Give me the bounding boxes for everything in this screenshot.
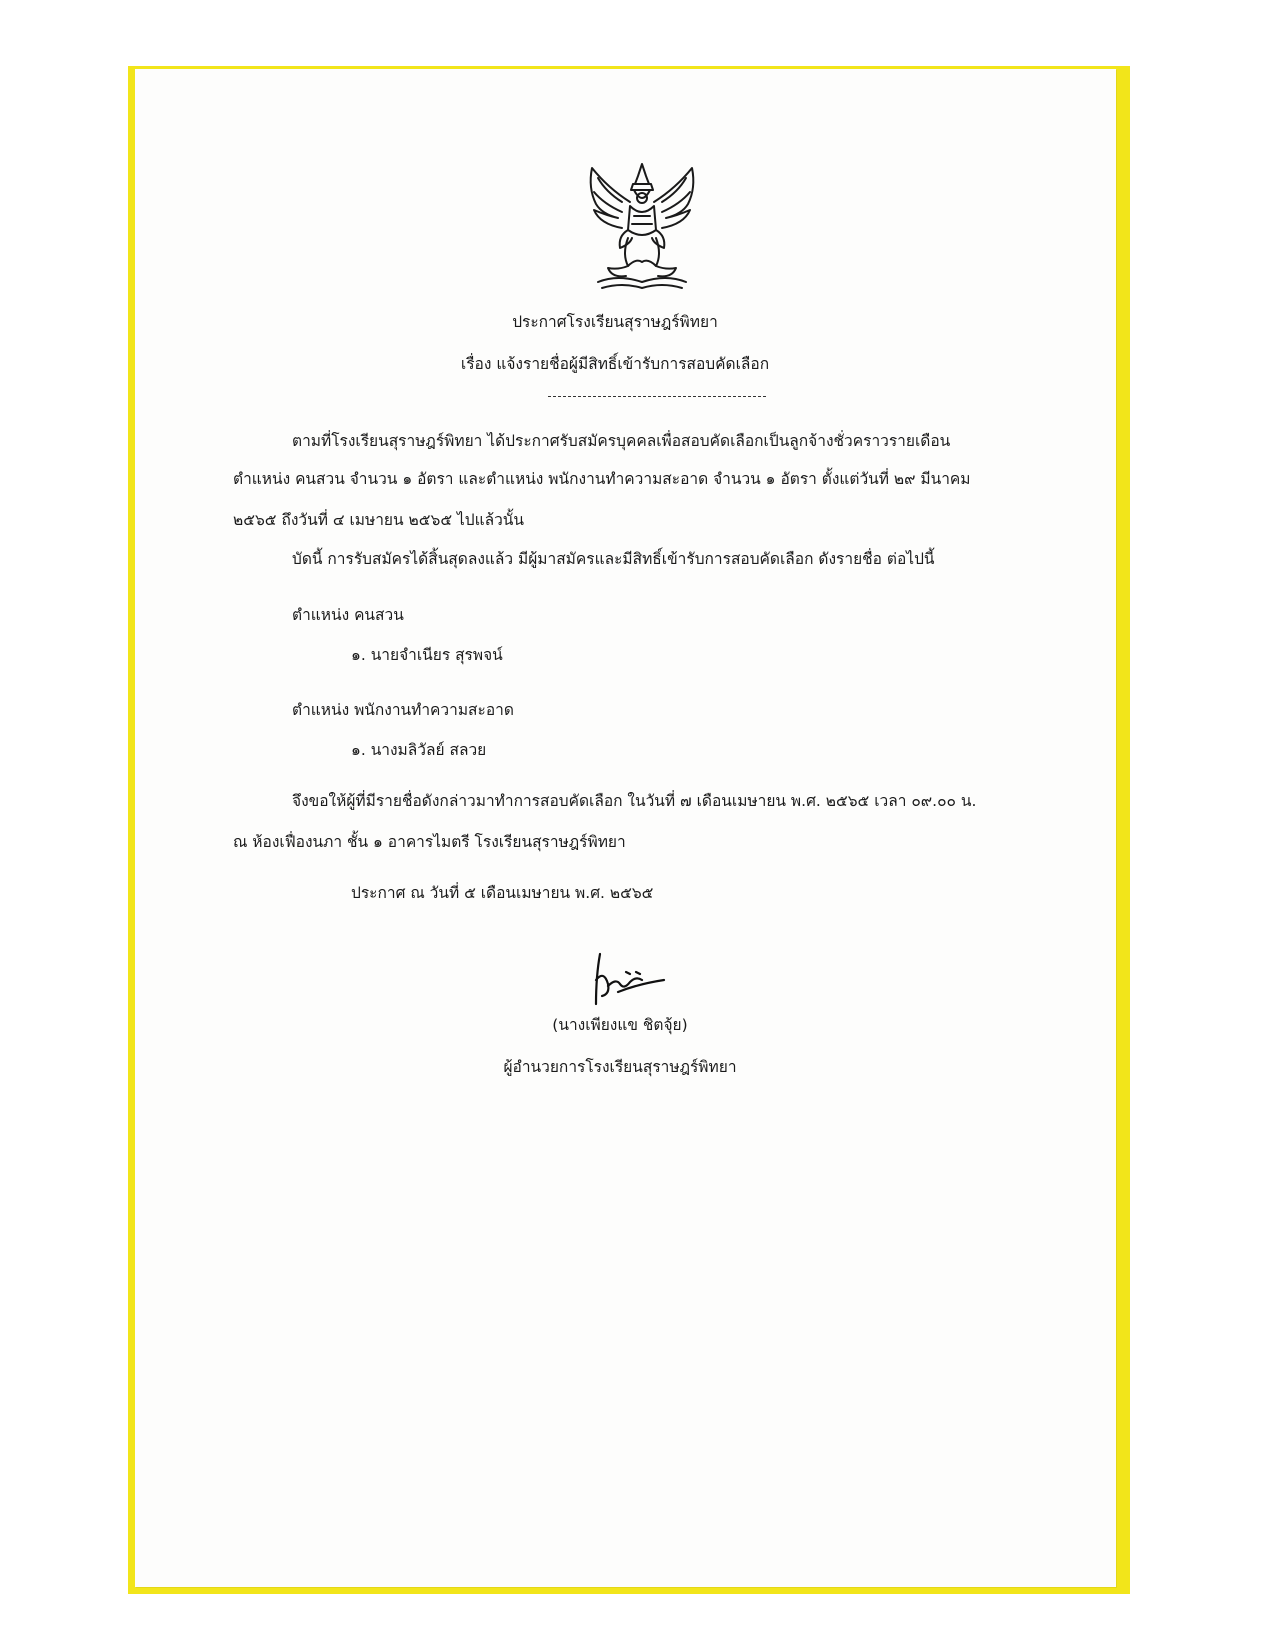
announcement-subject: เรื่อง แจ้งรายชื่อผู้มีสิทธิ์เข้ารับการสอบคัดเลือก [460, 355, 770, 373]
document-sheet [135, 69, 1116, 1587]
paragraph-2: บัดนี้ การรับสมัครได้สิ้นสุดลงแล้ว มีผู้มาสมัครและมีสิทธิ์เข้ารับการสอบคัดเลือก ดังรายชื่อ ต่อไปนี้ [292, 550, 935, 568]
paragraph-1-line-2: ตำแหน่ง คนสวน จำนวน ๑ อัตรา และตำแหน่ง พนักงานทำความสะอาด จำนวน ๑ อัตรา ตั้งแต่วันที่ ๒๙ มีนาคม [233, 470, 971, 488]
paragraph-1-line-1: ตามที่โรงเรียนสุราษฎร์พิทยา ได้ประกาศรับสมัครบุคคลเพื่อสอบคัดเลือกเป็นลูกจ้างชั่วคราวรายเดือน [292, 432, 951, 450]
signer-name: (นางเพียงแข ชิตจุ้ย) [552, 1016, 688, 1034]
announcement-title: ประกาศโรงเรียนสุราษฎร์พิทยา [512, 313, 718, 331]
position-heading-gardener: ตำแหน่ง คนสวน [292, 606, 404, 624]
signer-title: ผู้อำนวยการโรงเรียนสุราษฎร์พิทยา [503, 1058, 737, 1076]
paragraph-1-line-3: ๒๕๖๕ ถึงวันที่ ๔ เมษายน ๒๕๖๕ ไปแล้วนั้น [233, 511, 525, 529]
closing-line-1: จึงขอให้ผู้ที่มีรายชื่อดังกล่าวมาทำการสอบคัดเลือก ในวันที่ ๗ เดือนเมษายน พ.ศ. ๒๕๖๕ เวลา ๐๙.๐๐ น. [292, 792, 977, 810]
candidate-cleaner: ๑. นางมลิวัลย์ สลวย [351, 741, 487, 759]
handwritten-signature-icon [590, 950, 670, 1008]
closing-line-2: ณ ห้องเฟื่องนภา ชั้น ๑ อาคารไมตรี โรงเรียนสุราษฎร์พิทยา [233, 833, 626, 851]
garuda-emblem-icon [578, 158, 706, 296]
position-heading-cleaner: ตำแหน่ง พนักงานทำความสะอาด [292, 701, 514, 719]
candidate-gardener: ๑. นายจำเนียร สุรพจน์ [351, 646, 503, 664]
title-divider [548, 396, 766, 397]
announcement-date: ประกาศ ณ วันที่ ๕ เดือนเมษายน พ.ศ. ๒๕๖๕ [351, 884, 654, 902]
